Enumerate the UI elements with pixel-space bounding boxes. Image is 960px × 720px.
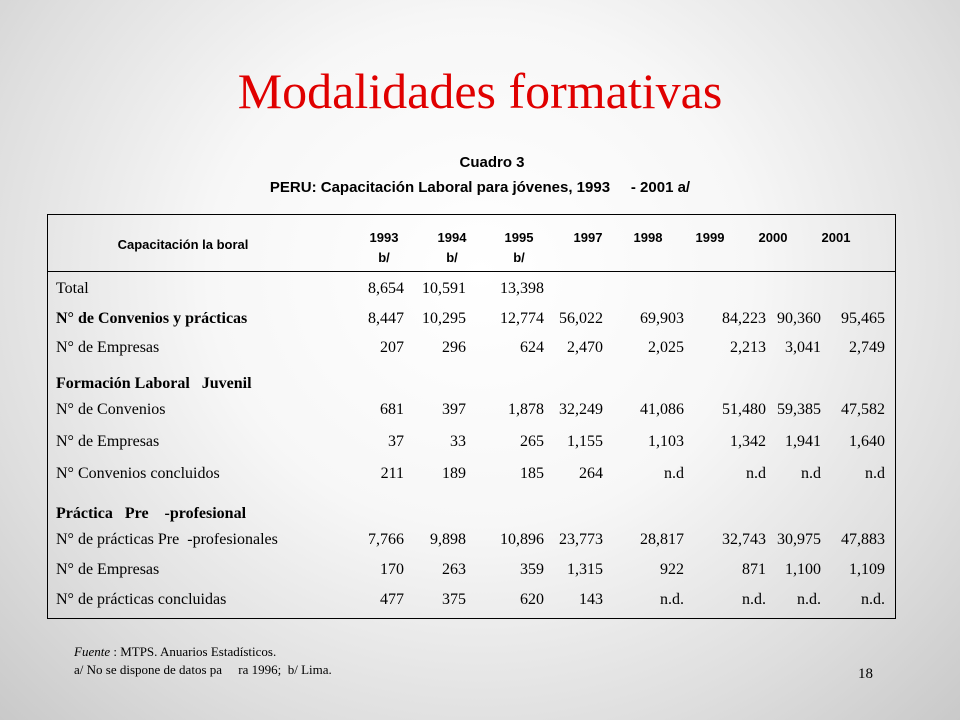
year-header-note: b/ xyxy=(446,250,458,265)
table-cell: 296 xyxy=(442,339,466,356)
table-cell: 32,743 xyxy=(722,531,766,548)
notes-footnote: a/ No se dispone de datos pa ra 1996; b/ Lima. xyxy=(74,662,332,677)
table-cell: 263 xyxy=(442,561,466,578)
header-label: Capacitación la boral xyxy=(117,237,249,252)
page-number: 18 xyxy=(858,666,873,682)
year-header-year: 1994 xyxy=(437,230,467,245)
table-cell: 56,022 xyxy=(559,310,603,327)
table-cell: 47,582 xyxy=(841,401,885,418)
year-header-year: 1995 xyxy=(504,230,534,245)
table-cell: 871 xyxy=(742,561,766,578)
table-cell: 95,465 xyxy=(841,310,885,327)
year-header-note xyxy=(618,248,678,268)
row-label: N° de prácticas concluidas xyxy=(56,591,227,608)
table-cell: 41,086 xyxy=(640,401,684,418)
table-cell: 2,025 xyxy=(648,339,684,356)
table-cell: n.d xyxy=(746,465,766,482)
year-header-note: b/ xyxy=(378,250,390,265)
table-cell: 23,773 xyxy=(559,531,603,548)
table-cell: 207 xyxy=(380,339,404,356)
year-header-note xyxy=(558,248,618,268)
table-caption-number: Cuadro 3 xyxy=(459,154,525,171)
year-header xyxy=(558,228,618,268)
year-header xyxy=(489,228,549,268)
table-cell: 681 xyxy=(380,401,404,418)
year-header xyxy=(806,228,866,268)
year-header-note xyxy=(743,248,803,268)
data-table xyxy=(47,214,896,619)
table-cell: 9,898 xyxy=(430,531,466,548)
table-cell: n.d. xyxy=(742,591,766,608)
table-cell: n.d. xyxy=(660,591,684,608)
table-cell: 264 xyxy=(579,465,603,482)
table-cell: 624 xyxy=(520,339,544,356)
slide-title: Modalidades formativas xyxy=(237,63,723,119)
table-cell: 2,749 xyxy=(849,339,885,356)
table-cell: 32,249 xyxy=(559,401,603,418)
row-label: N° de Empresas xyxy=(56,561,160,578)
table-cell: 51,480 xyxy=(722,401,766,418)
table-cell: 477 xyxy=(380,591,404,608)
row-label: N° de Empresas xyxy=(56,339,160,356)
row-label: N° de Convenios y prácticas xyxy=(56,310,248,327)
table-cell: 28,817 xyxy=(640,531,684,548)
year-header-note: b/ xyxy=(513,250,525,265)
table-cell: 143 xyxy=(579,591,603,608)
table-cell: n.d xyxy=(664,465,684,482)
table-cell: 10,896 xyxy=(500,531,544,548)
row-label: N° Convenios concluidos xyxy=(56,465,220,482)
table-cell: 922 xyxy=(660,561,684,578)
year-header xyxy=(422,228,482,268)
table-cell: 1,640 xyxy=(849,433,885,450)
table-cell: 30,975 xyxy=(777,531,821,548)
year-header xyxy=(680,228,740,268)
year-header-year: 1998 xyxy=(633,230,663,245)
row-label: N° de prácticas Pre -profesionales xyxy=(56,531,278,548)
table-cell: 170 xyxy=(380,561,404,578)
table-cell: 13,398 xyxy=(500,280,544,297)
table-caption-title: PERU: Capacitación Laboral para jóvenes, 1993 - 2001 a/ xyxy=(269,179,691,196)
table-cell: 265 xyxy=(520,433,544,450)
row-label: N° de Convenios xyxy=(56,401,166,418)
table-cell: 8,447 xyxy=(368,310,404,327)
section-heading: Práctica Pre -profesional xyxy=(56,505,247,522)
table-cell: 1,878 xyxy=(508,401,544,418)
header-separator xyxy=(48,271,895,272)
table-cell: 375 xyxy=(442,591,466,608)
table-cell: 211 xyxy=(380,465,404,482)
table-cell: 1,103 xyxy=(648,433,684,450)
table-cell: 2,213 xyxy=(730,339,766,356)
row-label: Total xyxy=(56,280,89,297)
table-cell: 8,654 xyxy=(368,280,404,297)
table-cell: 90,360 xyxy=(777,310,821,327)
table-cell: 7,766 xyxy=(368,531,404,548)
table-cell: 1,155 xyxy=(567,433,603,450)
table-cell: 3,041 xyxy=(785,339,821,356)
source-text: : MTPS. Anuarios Estadísticos. xyxy=(110,644,277,659)
year-header-year: 1993 xyxy=(369,230,399,245)
row-label: N° de Empresas xyxy=(56,433,160,450)
table-cell: n.d xyxy=(801,465,821,482)
table-cell: 1,109 xyxy=(849,561,885,578)
table-cell: 185 xyxy=(520,465,544,482)
year-header-year: 2001 xyxy=(821,230,851,245)
table-cell: 10,295 xyxy=(422,310,466,327)
table-cell: 620 xyxy=(520,591,544,608)
table-cell: 10,591 xyxy=(422,280,466,297)
year-header xyxy=(354,228,414,268)
table-cell: 1,100 xyxy=(785,561,821,578)
table-cell: 2,470 xyxy=(567,339,603,356)
year-header-year: 1999 xyxy=(695,230,725,245)
table-cell: 33 xyxy=(450,433,466,450)
source-label: Fuente xyxy=(74,644,111,659)
table-cell: 1,342 xyxy=(730,433,766,450)
table-cell: 189 xyxy=(442,465,466,482)
section-heading: Formación Laboral Juvenil xyxy=(56,375,252,392)
table-cell: n.d. xyxy=(861,591,885,608)
table-cell: 59,385 xyxy=(777,401,821,418)
year-header-note xyxy=(806,248,866,268)
year-header-year: 1997 xyxy=(573,230,603,245)
source-footnote xyxy=(74,644,276,660)
table-cell: 1,315 xyxy=(567,561,603,578)
year-header-year: 2000 xyxy=(758,230,788,245)
table-cell: n.d xyxy=(865,465,885,482)
table-cell: 84,223 xyxy=(722,310,766,327)
table-cell: 69,903 xyxy=(640,310,684,327)
table-cell: 1,941 xyxy=(785,433,821,450)
year-header xyxy=(618,228,678,268)
table-cell: 37 xyxy=(388,433,404,450)
table-cell: 397 xyxy=(442,401,466,418)
table-cell: n.d. xyxy=(797,591,821,608)
year-header-note xyxy=(680,248,740,268)
table-cell: 359 xyxy=(520,561,544,578)
year-header xyxy=(743,228,803,268)
table-cell: 12,774 xyxy=(500,310,544,327)
table-cell: 47,883 xyxy=(841,531,885,548)
